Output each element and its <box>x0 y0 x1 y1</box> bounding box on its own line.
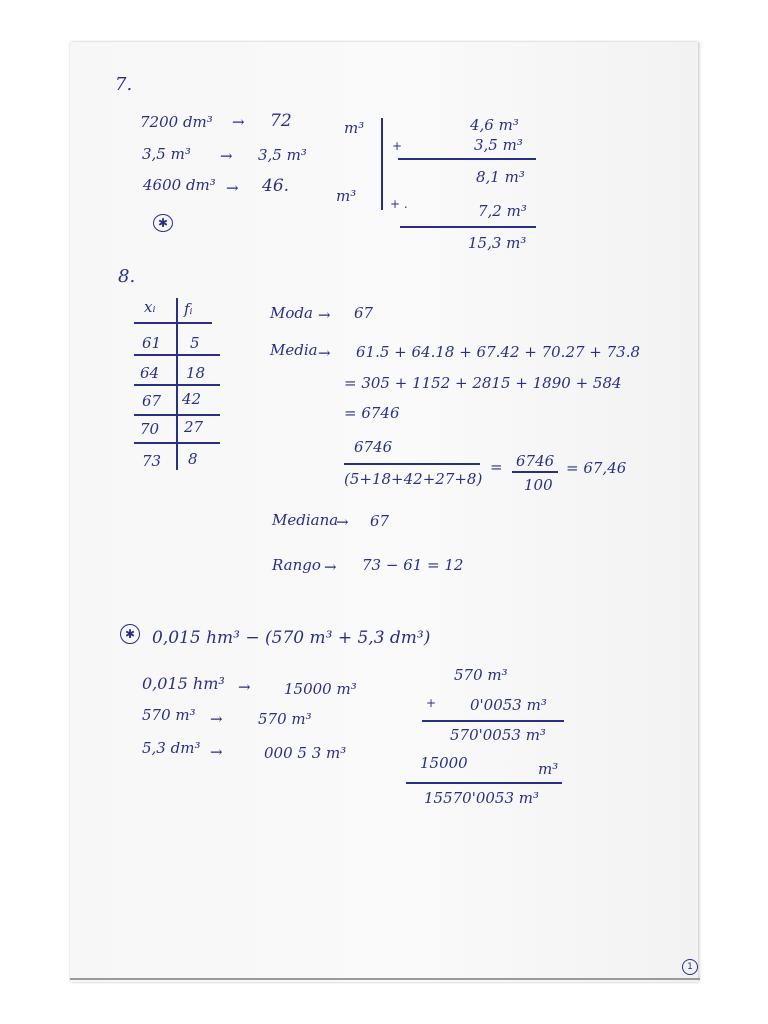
moda-arrow: → <box>318 306 331 324</box>
star-conversion-2-to: 570 m³ <box>258 710 312 728</box>
sum-line-1 <box>398 158 536 160</box>
conversion-1-unit: m³ <box>344 119 365 137</box>
star-sum-term-a: 570 m³ <box>454 666 508 684</box>
table-cell-f: 5 <box>190 334 200 352</box>
sum-plus-1: + <box>392 139 403 153</box>
table-row-line <box>134 414 220 416</box>
media-result: = 67,46 <box>566 459 627 477</box>
sum-term-a: 4,6 m³ <box>470 116 519 134</box>
media-fraction2-bar <box>512 471 558 473</box>
mediana-value: 67 <box>370 512 390 530</box>
exercise-7-number: 7. <box>115 74 133 95</box>
sum-term-c: 7,2 m³ <box>478 202 527 220</box>
sum-vertical-bar <box>381 118 383 210</box>
table-header-x: xᵢ <box>144 298 156 316</box>
media-line-2: = 305 + 1152 + 2815 + 1890 + 584 <box>344 374 622 392</box>
conversion-3-from: 4600 dm³ <box>143 176 216 194</box>
table-header-line <box>134 322 212 324</box>
media-fraction2-numerator: 6746 <box>516 452 555 470</box>
conversion-2-from: 3,5 m³ <box>142 145 191 163</box>
star-sum-term-b: 0'0053 m³ <box>470 696 547 714</box>
star-sum-term-c: 15000 <box>420 754 468 772</box>
table-row-line <box>134 354 220 356</box>
mediana-arrow: → <box>336 513 349 531</box>
rango-value: 73 − 61 = 12 <box>362 556 464 574</box>
sum-total: 15,3 m³ <box>468 234 527 252</box>
star-sum-plus: + <box>426 696 437 710</box>
page-edge <box>70 978 700 980</box>
star-conversion-2-arrow: → <box>210 710 223 728</box>
table-cell-f: 42 <box>182 390 202 408</box>
media-fraction-bar <box>344 463 480 465</box>
sum-plus-2: + . <box>390 197 408 211</box>
conversion-2-arrow: → <box>220 147 233 165</box>
frequency-table <box>134 298 224 470</box>
exercise-8-number: 8. <box>118 266 136 287</box>
media-label: Media <box>270 341 318 359</box>
sum-partial: 8,1 m³ <box>476 168 525 186</box>
star-conversion-1-from: 0,015 hm³ <box>142 674 225 693</box>
media-line-3: = 6746 <box>344 404 400 422</box>
table-cell-x: 61 <box>142 334 162 352</box>
conversion-3-arrow: → <box>226 179 239 197</box>
media-fraction-numerator: 6746 <box>354 438 393 456</box>
star-conversion-3-to: 000 5 3 m³ <box>264 744 347 762</box>
page-number-badge: 1 <box>682 959 698 975</box>
mediana-label: Mediana <box>272 511 339 529</box>
table-cell-x: 67 <box>142 392 162 410</box>
star-conversion-2-from: 570 m³ <box>142 706 196 724</box>
conversion-1-from: 7200 dm³ <box>140 113 213 131</box>
conversion-3-to: 46. <box>262 176 290 196</box>
table-cell-f: 27 <box>184 418 204 436</box>
media-fraction-denominator: (5+18+42+27+8) <box>344 470 483 488</box>
sum-line-2 <box>400 226 536 228</box>
table-cell-x: 64 <box>140 364 160 382</box>
star-sum-term-c-unit: m³ <box>538 760 559 778</box>
star-statement: 0,015 hm³ − (570 m³ + 5,3 dm³) <box>152 628 431 648</box>
conversion-2-to: 3,5 m³ <box>258 146 307 164</box>
conversion-1-arrow: → <box>232 113 245 131</box>
sum-term-b: 3,5 m³ <box>474 136 523 154</box>
star-sum-total: 15570'0053 m³ <box>424 789 540 807</box>
moda-label: Moda <box>270 304 313 322</box>
moda-value: 67 <box>354 304 374 322</box>
media-arrow: → <box>318 344 331 362</box>
star-conversion-3-from: 5,3 dm³ <box>142 739 201 757</box>
star-marker-icon: ✱ <box>120 624 140 644</box>
conversion-1-to: 72 <box>270 111 292 131</box>
table-row-line <box>134 442 220 444</box>
rango-label: Rango <box>272 556 321 574</box>
conversion-3-unit: m³ <box>336 187 357 205</box>
table-cell-x: 73 <box>142 452 162 470</box>
table-cell-f: 18 <box>186 364 206 382</box>
star-marker-icon: ✱ <box>153 214 173 232</box>
table-row-line <box>134 384 220 386</box>
star-sum-line-1 <box>422 720 564 722</box>
star-sum-line-2 <box>406 782 562 784</box>
media-line-1: 61.5 + 64.18 + 67.42 + 70.27 + 73.8 <box>356 343 641 361</box>
table-cell-f: 8 <box>188 450 198 468</box>
table-cell-x: 70 <box>140 420 160 438</box>
rango-arrow: → <box>324 558 337 576</box>
star-conversion-1-arrow: → <box>238 678 251 696</box>
star-conversion-3-arrow: → <box>210 743 223 761</box>
table-header-f: fᵢ <box>184 300 193 318</box>
star-conversion-1-to: 15000 m³ <box>284 680 357 698</box>
media-fraction2-denominator: 100 <box>524 476 553 494</box>
media-equals: = <box>490 458 503 476</box>
star-sum-partial: 570'0053 m³ <box>450 726 546 744</box>
